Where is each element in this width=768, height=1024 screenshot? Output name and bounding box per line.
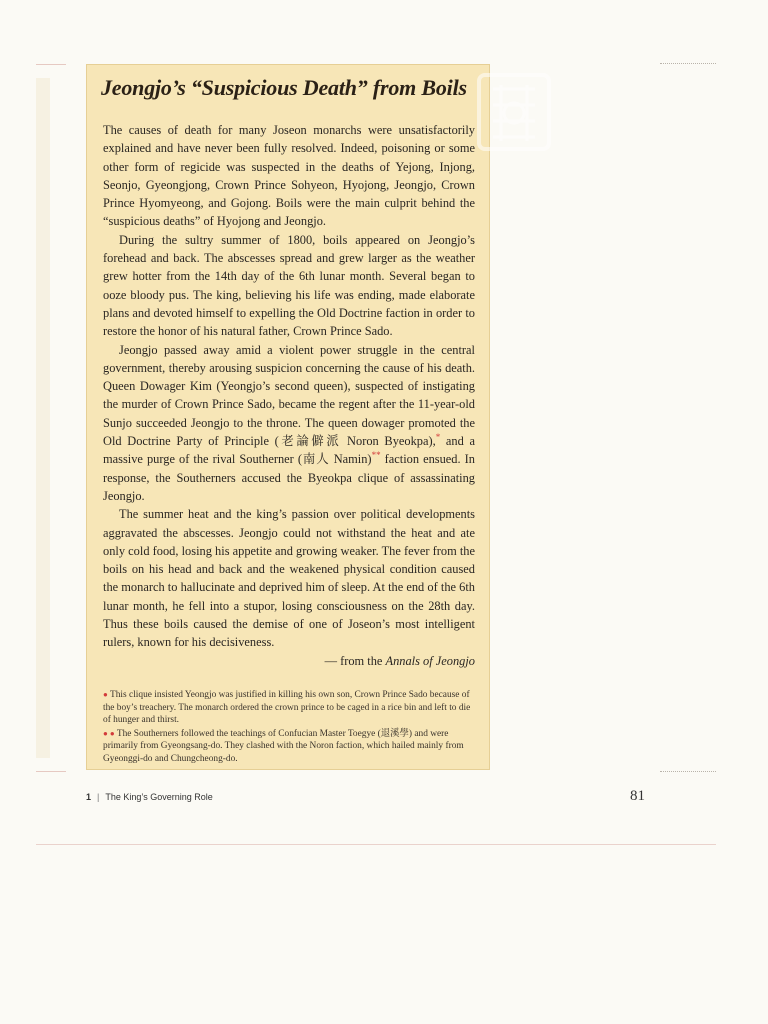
sidebar-box bbox=[86, 64, 490, 770]
paragraph-3 bbox=[103, 341, 475, 506]
running-footer bbox=[86, 792, 213, 802]
sidebar-body bbox=[103, 121, 475, 670]
footnote-1 bbox=[103, 689, 477, 727]
paragraph-2: During the sultry summer of 1800, boils appeared on Jeongjo’s forehead and back. The abscesses spread and grew larger as the weather grew hotter from the 14th day of the 6th lunar month. Several began to ooze bloody pus. The king, believing his life was ending, made elaborate plans and devoted himself to expelling the Old Doctrine faction in order to restore the honor of his natural father, Crown Prince Sado. bbox=[103, 232, 475, 339]
attribution bbox=[103, 652, 475, 670]
footnote-1-text: This clique insisted Yeongjo was justified in killing his own son, Crown Prince Sado because of the boy’s treachery. The monarch ordered the crown prince to be caged in a rice bin and left to die of hunger and thirst. bbox=[103, 690, 471, 726]
crop-mark-bottom-right bbox=[660, 771, 716, 772]
paragraph-3-text-b: and a massive purge of the rival Southerner (南人 Namin) bbox=[103, 434, 475, 467]
footnotes bbox=[103, 689, 477, 767]
footer-separator: | bbox=[97, 792, 100, 802]
paragraph-3-text-c: faction ensued. In response, the Southerners accused the Byeokpa clique of assassinating Jeongjo. bbox=[103, 452, 475, 503]
footnote-marker-1: * bbox=[435, 431, 441, 442]
footnote-marker-2: ** bbox=[371, 450, 381, 461]
paragraph-4: The summer heat and the king’s passion over political developments aggravated the abscesses. Jeongjo could not withstand the heat and ate only cold food, losing his appetite and growing weaker. The fever from the boils on his head and back and the weakened physical condition caused the monarch to hallucinate and deprived him of sleep. At the end of the 6th lunar month, he fell into a stupor, losing consciousness on the 28th day. Thus these boils caused the demise of one of Joseon’s most intelligent rulers, known for his decisiveness. bbox=[103, 507, 475, 650]
page-margin-strip bbox=[36, 78, 50, 758]
footnote-bullet-icon: ● bbox=[103, 690, 108, 699]
page-number: 81 bbox=[630, 788, 645, 804]
footnote-2-text: The Southerners followed the teachings of Confucian Master Toegye (退溪學) and were primarily from Gyeongsang-do. They clashed with the Noron faction, which hailed mainly from Gyeonggi-do and Chungcheong-do. bbox=[103, 728, 464, 764]
crop-mark-top-left bbox=[36, 64, 66, 65]
paragraph-3-text-a: Jeongjo passed away amid a violent power struggle in the central government, thereby arousing suspicion concerning the cause of his death. Queen Dowager Kim (Yeongjo’s second queen), suspected of instigating the murder of Crown Prince Sado, became the regent after the 11-year-old Sunjo succeeded Jeongjo to the throne. The queen dowager promoted the Old Doctrine Party of Principle (老論僻派 Noron Byeokpa), bbox=[103, 342, 475, 449]
footnote-bullet-icon: ● ● bbox=[103, 728, 115, 738]
paragraph-1: The causes of death for many Joseon monarchs were unsatisfactorily explained and have never been fully resolved. Indeed, poisoning or some other form of regicide was suspected in the deaths of Yejong, Injong, Seonjo, Gyeongjong, Crown Prince Sohyeon, Hyojong, Jeongjo, Crown Prince Hyomyeong, and Gojong. Boils were the main culprit behind the “suspicious deaths” of Hyojong and Jeongjo. bbox=[103, 123, 475, 229]
page-bottom-rule bbox=[36, 844, 716, 845]
chapter-title: The King’s Governing Role bbox=[105, 792, 213, 802]
seal-stamp-icon bbox=[471, 65, 557, 157]
attribution-source: Annals of Jeongjo bbox=[385, 653, 475, 668]
crop-mark-top-right bbox=[660, 63, 716, 64]
attribution-prefix: — from the bbox=[324, 653, 386, 668]
sidebar-title: Jeongjo’s “Suspicious Death” from Boils bbox=[101, 75, 467, 100]
crop-mark-bottom-left bbox=[36, 771, 66, 772]
chapter-number: 1 bbox=[86, 792, 92, 802]
footnote-2 bbox=[103, 728, 477, 766]
